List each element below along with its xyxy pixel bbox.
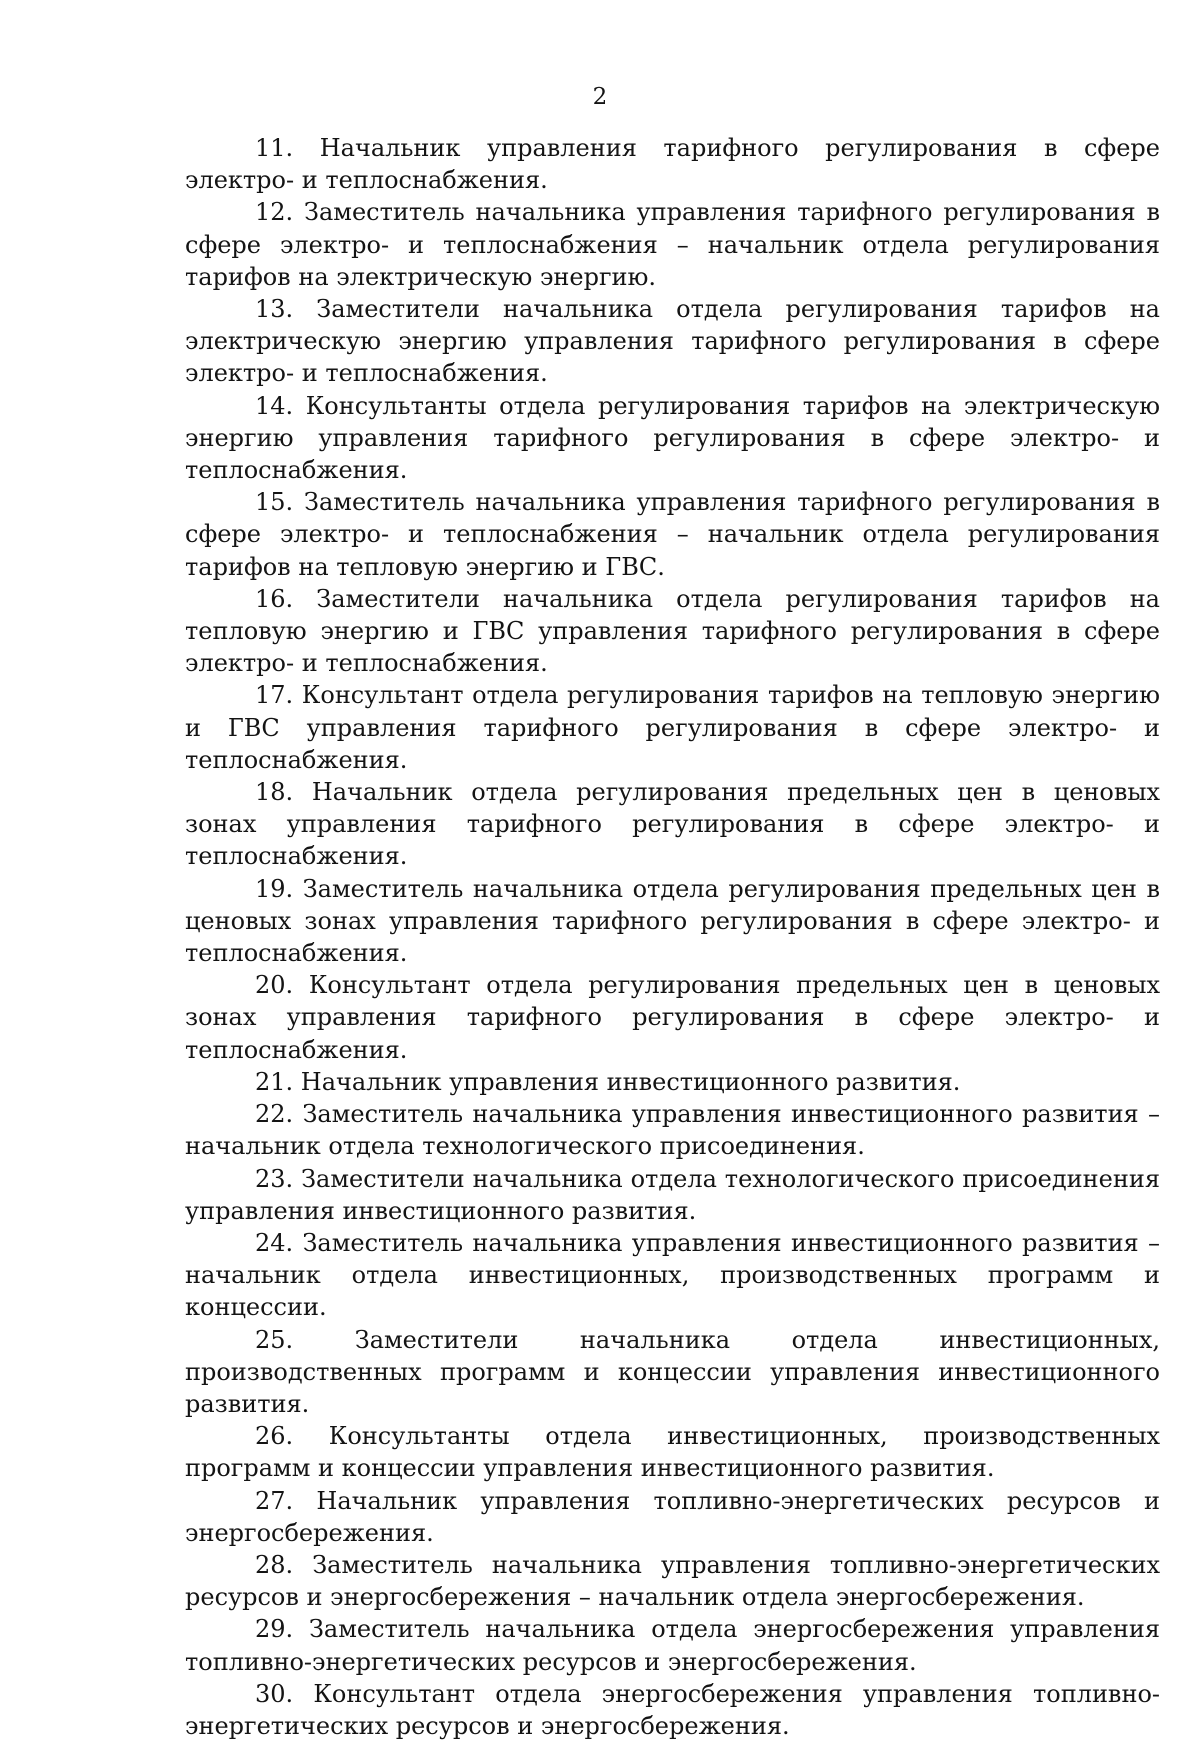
list-item-15: 15. Заместитель начальника управления тарифного регулирования в сфере электро- и теплоснабжения – начальник отдела регулирования тарифов на тепловую энергию и ГВС. (185, 488, 1160, 581)
page-number: 2 (592, 84, 608, 110)
list-item-16: 16. Заместители начальника отдела регулирования тарифов на тепловую энергию и ГВС управления тарифного регулирования в сфере электро- и теплоснабжения. (185, 584, 1160, 678)
list-item-26: 26. Консультанты отдела инвестиционных, производственных программ и концессии управления инвестиционного развития. (185, 1422, 1160, 1483)
list-item-28: 28. Заместитель начальника управления топливно-энергетических ресурсов и энергосбережения – начальник отдела энергосбережения. (185, 1550, 1160, 1612)
list-item-29: 29. Заместитель начальника отдела энергосбережения управления топливно-энергетических ресурсов и энергосбережения. (185, 1615, 1160, 1676)
position-list (185, 132, 1160, 1742)
list-item-14: 14. Консультанты отдела регулирования тарифов на электрическую энергию управления тарифного регулирования в сфере электро- и теплоснабжения. (185, 391, 1160, 485)
list-item-23: 23. Заместители начальника отдела технологического присоединения управления инвестиционного развития. (185, 1164, 1160, 1225)
list-item-17: 17. Консультант отдела регулирования тарифов на тепловую энергию и ГВС управления тарифного регулирования в сфере электро- и теплоснабжения. (185, 681, 1160, 774)
list-item-21: 21. Начальник управления инвестиционного развития. (255, 1067, 961, 1096)
list-item-18: 18. Начальник отдела регулирования предельных цен в ценовых зонах управления тарифного регулирования в сфере электро- и теплоснабжения. (185, 778, 1160, 871)
list-item-19: 19. Заместитель начальника отдела регулирования предельных цен в ценовых зонах управления тарифного регулирования в сфере электро- и теплоснабжения. (185, 874, 1160, 968)
list-item-27: 27. Начальник управления топливно-энергетических ресурсов и энергосбережения. (185, 1486, 1160, 1547)
list-item-12: 12. Заместитель начальника управления тарифного регулирования в сфере электро- и теплоснабжения – начальник отдела регулирования тарифов на электрическую энергию. (185, 198, 1160, 291)
list-item-13: 13. Заместители начальника отдела регулирования тарифов на электрическую энергию управления тарифного регулирования в сфере электро- и теплоснабжения. (185, 295, 1160, 388)
list-item-25: 25. Заместители начальника отдела инвестиционных, производственных программ и концессии управления инвестиционного развития. (185, 1325, 1160, 1418)
list-item-20: 20. Консультант отдела регулирования предельных цен в ценовых зонах управления тарифного регулирования в сфере электро- и теплоснабжения. (185, 971, 1160, 1064)
list-item-22: 22. Заместитель начальника управления инвестиционного развития – начальник отдела технологического присоединения. (185, 1100, 1160, 1161)
list-item-11: 11. Начальник управления тарифного регулирования в сфере электро- и теплоснабжения. (185, 134, 1160, 195)
list-item-30: 30. Консультант отдела энергосбережения управления топливно-энергетических ресурсов и энергосбережения. (185, 1679, 1160, 1740)
list-item-24: 24. Заместитель начальника управления инвестиционного развития – начальник отдела инвестиционных, производственных программ и концессии. (185, 1228, 1160, 1322)
